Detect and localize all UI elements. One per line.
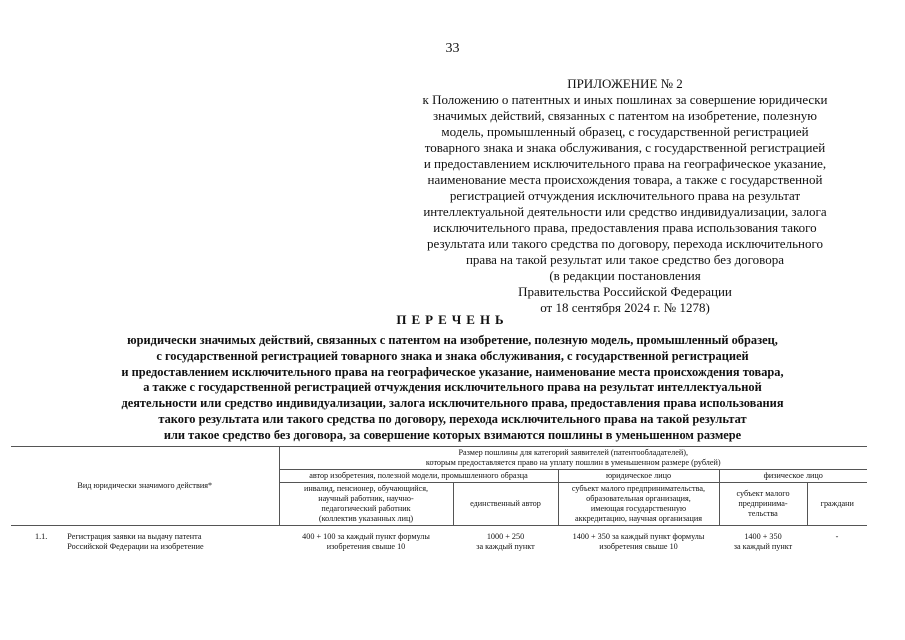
header-small-business-line: субъект малого — [736, 489, 790, 498]
fee-line: за каждый пункт — [733, 542, 793, 551]
header-citizens: граждани — [807, 483, 867, 526]
header-small-business-line: предпринима- — [738, 499, 788, 508]
header-sme-line: субъект малого предпринимательства, — [571, 484, 706, 493]
row-number: 1.1. — [35, 532, 48, 541]
header-sme-line: образовательная организация, — [586, 494, 691, 503]
header-small-business-line: тельства — [748, 509, 778, 518]
list-subtitle — [10, 333, 895, 444]
action-cell — [11, 526, 279, 553]
header-fee-size-line: Размер пошлины для категорий заявителей (патентообладателей), — [458, 448, 689, 457]
header-disabled-line: педагогический работник — [321, 504, 411, 513]
header-legal-group: юридическое лицо — [558, 470, 719, 483]
appendix-line: модель, промышленный образец, с государственной регистрацией — [441, 124, 809, 139]
header-fee-size — [279, 447, 867, 470]
appendix-block — [370, 76, 880, 316]
header-sme — [558, 483, 719, 526]
header-fee-size-line: которым предоставляется право на уплату пошлин в уменьшенном размере (рублей) — [425, 458, 721, 467]
appendix-line: исключительного права, предоставления права использования такого — [433, 220, 817, 235]
table-row — [11, 526, 867, 553]
appendix-line: Правительства Российской Федерации — [518, 284, 732, 299]
fee-sme-cell — [558, 526, 719, 553]
appendix-title: ПРИЛОЖЕНИЕ № 2 — [567, 76, 683, 91]
appendix-line: от 18 сентября 2024 г. № 1278) — [540, 300, 710, 315]
appendix-line: значимых действий, связанных с патентом на изобретение, полезную — [433, 108, 817, 123]
appendix-line: к Положению о патентных и иных пошлинах за совершение юридически — [422, 92, 828, 107]
header-disabled-line: (коллектив указанных лиц) — [318, 514, 414, 523]
header-sme-line: аккредитацию, научная организация — [574, 514, 703, 523]
appendix-line: интеллектуальной деятельности или средство индивидуализации, залога — [423, 204, 827, 219]
appendix-line: товарного знака и знака обслуживания, с государственной регистрацией — [424, 140, 826, 155]
header-disabled-line: инвалид, пенсионер, обучающийся, — [303, 484, 429, 493]
header-action: Вид юридически значимого действия* — [11, 447, 279, 526]
fee-line: 1000 + 250 — [486, 532, 525, 541]
fee-line: 400 + 100 за каждый пункт формулы — [302, 532, 430, 541]
appendix-line: результата или такого средства по договору, перехода исключительного — [427, 236, 823, 251]
action-line: Регистрация заявки на выдачу патента — [67, 532, 202, 541]
fee-line: изобретения свыше 10 — [326, 542, 406, 551]
list-title: ПЕРЕЧЕНЬ — [396, 312, 509, 327]
fee-line: за каждый пункт — [476, 542, 535, 551]
header-sole-author: единственный автор — [453, 483, 558, 526]
header-disabled-line: научный работник, научно- — [318, 494, 414, 503]
appendix-line: регистрацией отчуждения исключительного права на результат — [449, 188, 801, 203]
appendix-line: и предоставлением исключительного права на географическое указание, — [423, 156, 827, 171]
appendix-line: права на такой результат или такое средство без договора — [465, 252, 785, 267]
subtitle-line: и предоставлением исключительного права на географическое указание, наименование места происхождения товара, — [121, 364, 784, 379]
fees-table — [11, 446, 867, 552]
fee-citizens-cell: - — [835, 532, 839, 541]
header-sme-line: имеющая государственную — [590, 504, 687, 513]
page-number: 33 — [445, 41, 460, 56]
appendix-line: наименование места происхождения товара, а также с государственной — [427, 172, 823, 187]
appendix-line: (в редакции постановления — [549, 268, 701, 283]
fee-small-business-cell — [719, 526, 807, 553]
subtitle-line: или такое средство без договора, за совершение которых взимаются пошлины в уменьшенном размере — [163, 427, 742, 442]
subtitle-line: с государственной регистрацией товарного знака и знака обслуживания, с государственной регистрацией — [156, 348, 749, 363]
fee-line: 1400 + 350 за каждый пункт формулы — [572, 532, 705, 541]
fee-line: 1400 + 350 — [744, 532, 782, 541]
header-author-group: автор изобретения, полезной модели, промышленного образца — [279, 470, 558, 483]
fee-disabled-cell — [279, 526, 453, 553]
subtitle-line: такого результата или такого средства по договору, перехода исключительного права на такой результат — [158, 411, 747, 426]
action-line: Российской Федерации на изобретение — [67, 542, 204, 551]
fee-line: изобретения свыше 10 — [599, 542, 678, 551]
subtitle-line: юридически значимых действий, связанных с патентом на изобретение, полезную модель, промышленный образец, — [127, 333, 778, 347]
header-small-business — [719, 483, 807, 526]
subtitle-line: деятельности или средство индивидуализации, залога исключительного права, предоставления права использования — [121, 396, 784, 411]
fee-sole-author-cell — [453, 526, 558, 553]
header-individual-group: физическое лицо — [719, 470, 867, 483]
header-disabled — [279, 483, 453, 526]
subtitle-line: а также с государственной регистрацией отчуждения исключительного права на результат интеллектуальной — [143, 380, 762, 395]
